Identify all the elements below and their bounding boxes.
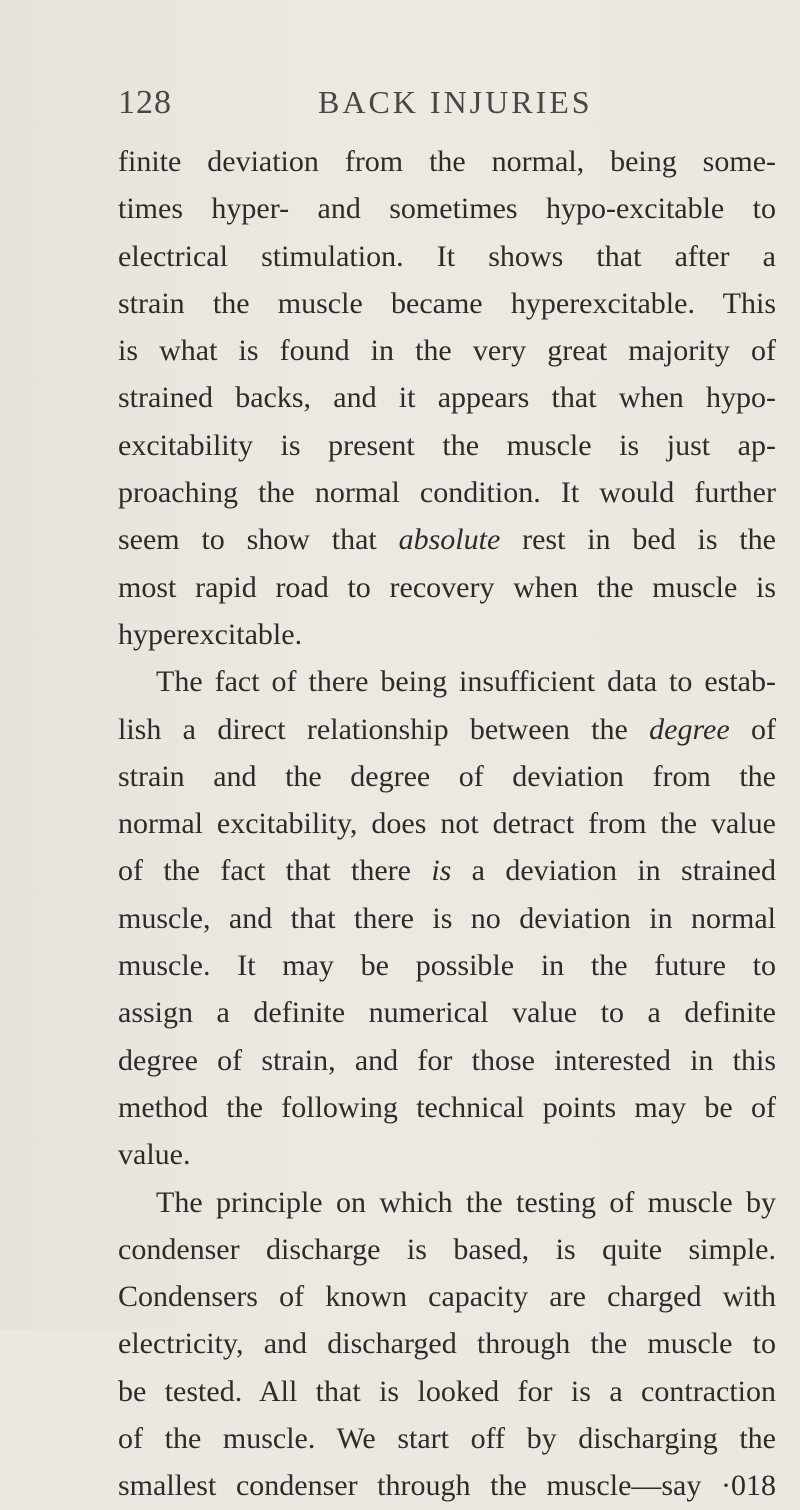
- text-run: of the fact that there: [118, 854, 432, 888]
- text-line: [118, 280, 776, 327]
- text-run: condenser discharge is based, is quite simple.: [118, 1232, 776, 1266]
- text-run: smallest condenser through the muscle—say ·018: [118, 1469, 776, 1503]
- text-run: muscle. It may be possible in the future to: [118, 949, 776, 983]
- text-run: value.: [118, 1138, 191, 1172]
- text-line: [118, 1179, 776, 1226]
- text-line: [118, 706, 776, 753]
- text-line: [118, 185, 776, 232]
- text-line: [118, 1084, 776, 1131]
- text-run: seem to show that: [118, 523, 399, 557]
- text-run: of the muscle. We start off by discharging the: [118, 1422, 776, 1456]
- text-run: The principle on which the testing of muscle by: [156, 1185, 776, 1219]
- text-run: strain and the degree of deviation from the: [118, 759, 776, 793]
- text-run: rest in bed is the: [500, 523, 776, 557]
- text-line: [118, 989, 776, 1036]
- text-run: strained backs, and it appears that when hypo-: [118, 381, 776, 415]
- text-run: finite deviation from the normal, being some-: [118, 145, 776, 178]
- text-line: [118, 1131, 776, 1178]
- italic-text: absolute: [398, 523, 501, 557]
- text-line: [118, 942, 776, 989]
- paragraph: [118, 138, 776, 658]
- text-run: electrical stimulation. It shows that after a: [118, 239, 776, 273]
- italic-text: is: [431, 854, 452, 888]
- text-run: strain the muscle became hyperexcitable. This: [118, 286, 776, 320]
- paragraph: [118, 1179, 776, 1510]
- text-run: proaching the normal condition. It would further: [118, 476, 776, 510]
- text-line: [118, 1037, 776, 1084]
- text-run: The fact of there being insufficient data to estab-: [156, 665, 776, 699]
- italic-text: degree: [649, 712, 730, 746]
- text-run: hyperexcitable.: [118, 617, 303, 651]
- text-run: of: [729, 712, 776, 746]
- text-line: [118, 564, 776, 611]
- text-run: electricity, and discharged through the muscle to: [118, 1327, 776, 1361]
- text-run: times hyper- and sometimes hypo-excitable to: [118, 192, 776, 226]
- text-line: [118, 516, 776, 563]
- text-line: [118, 469, 776, 516]
- text-run: be tested. All that is looked for is a contraction: [118, 1374, 776, 1408]
- text-run: method the following technical points may be of: [118, 1090, 776, 1124]
- paragraph: [118, 658, 776, 1178]
- text-run: is what is found in the very great majority of: [118, 334, 776, 368]
- text-line: [118, 1462, 776, 1509]
- text-line: [118, 1273, 776, 1320]
- text-run: degree of strain, and for those interested in this: [118, 1043, 776, 1077]
- text-run: a deviation in strained: [451, 854, 776, 888]
- text-line: [118, 422, 776, 469]
- body-text: [118, 138, 776, 1510]
- text-line: [118, 327, 776, 374]
- text-run: excitability is present the muscle is just ap-: [118, 428, 776, 462]
- text-line: [118, 895, 776, 942]
- running-title: BACK INJURIES: [318, 84, 593, 120]
- text-line: [118, 658, 776, 705]
- text-line: [118, 1320, 776, 1367]
- text-line: [118, 800, 776, 847]
- text-line: [118, 611, 776, 658]
- text-line: [118, 138, 776, 185]
- text-line: [118, 1368, 776, 1415]
- text-line: [118, 233, 776, 280]
- text-line: [118, 1415, 776, 1462]
- text-line: [118, 753, 776, 800]
- page-number: 128: [118, 84, 172, 121]
- text-line: [118, 374, 776, 421]
- text-run: lish a direct relationship between the: [118, 712, 650, 746]
- text-run: normal excitability, does not detract from the value: [118, 807, 776, 841]
- text-run: muscle, and that there is no deviation in normal: [118, 901, 776, 935]
- text-run: Condensers of known capacity are charged with: [118, 1280, 776, 1314]
- text-line: [118, 1226, 776, 1273]
- text-run: assign a definite numerical value to a definite: [118, 996, 776, 1030]
- text-line: [118, 847, 776, 894]
- running-head: [118, 84, 718, 124]
- text-run: most rapid road to recovery when the muscle is: [118, 570, 776, 604]
